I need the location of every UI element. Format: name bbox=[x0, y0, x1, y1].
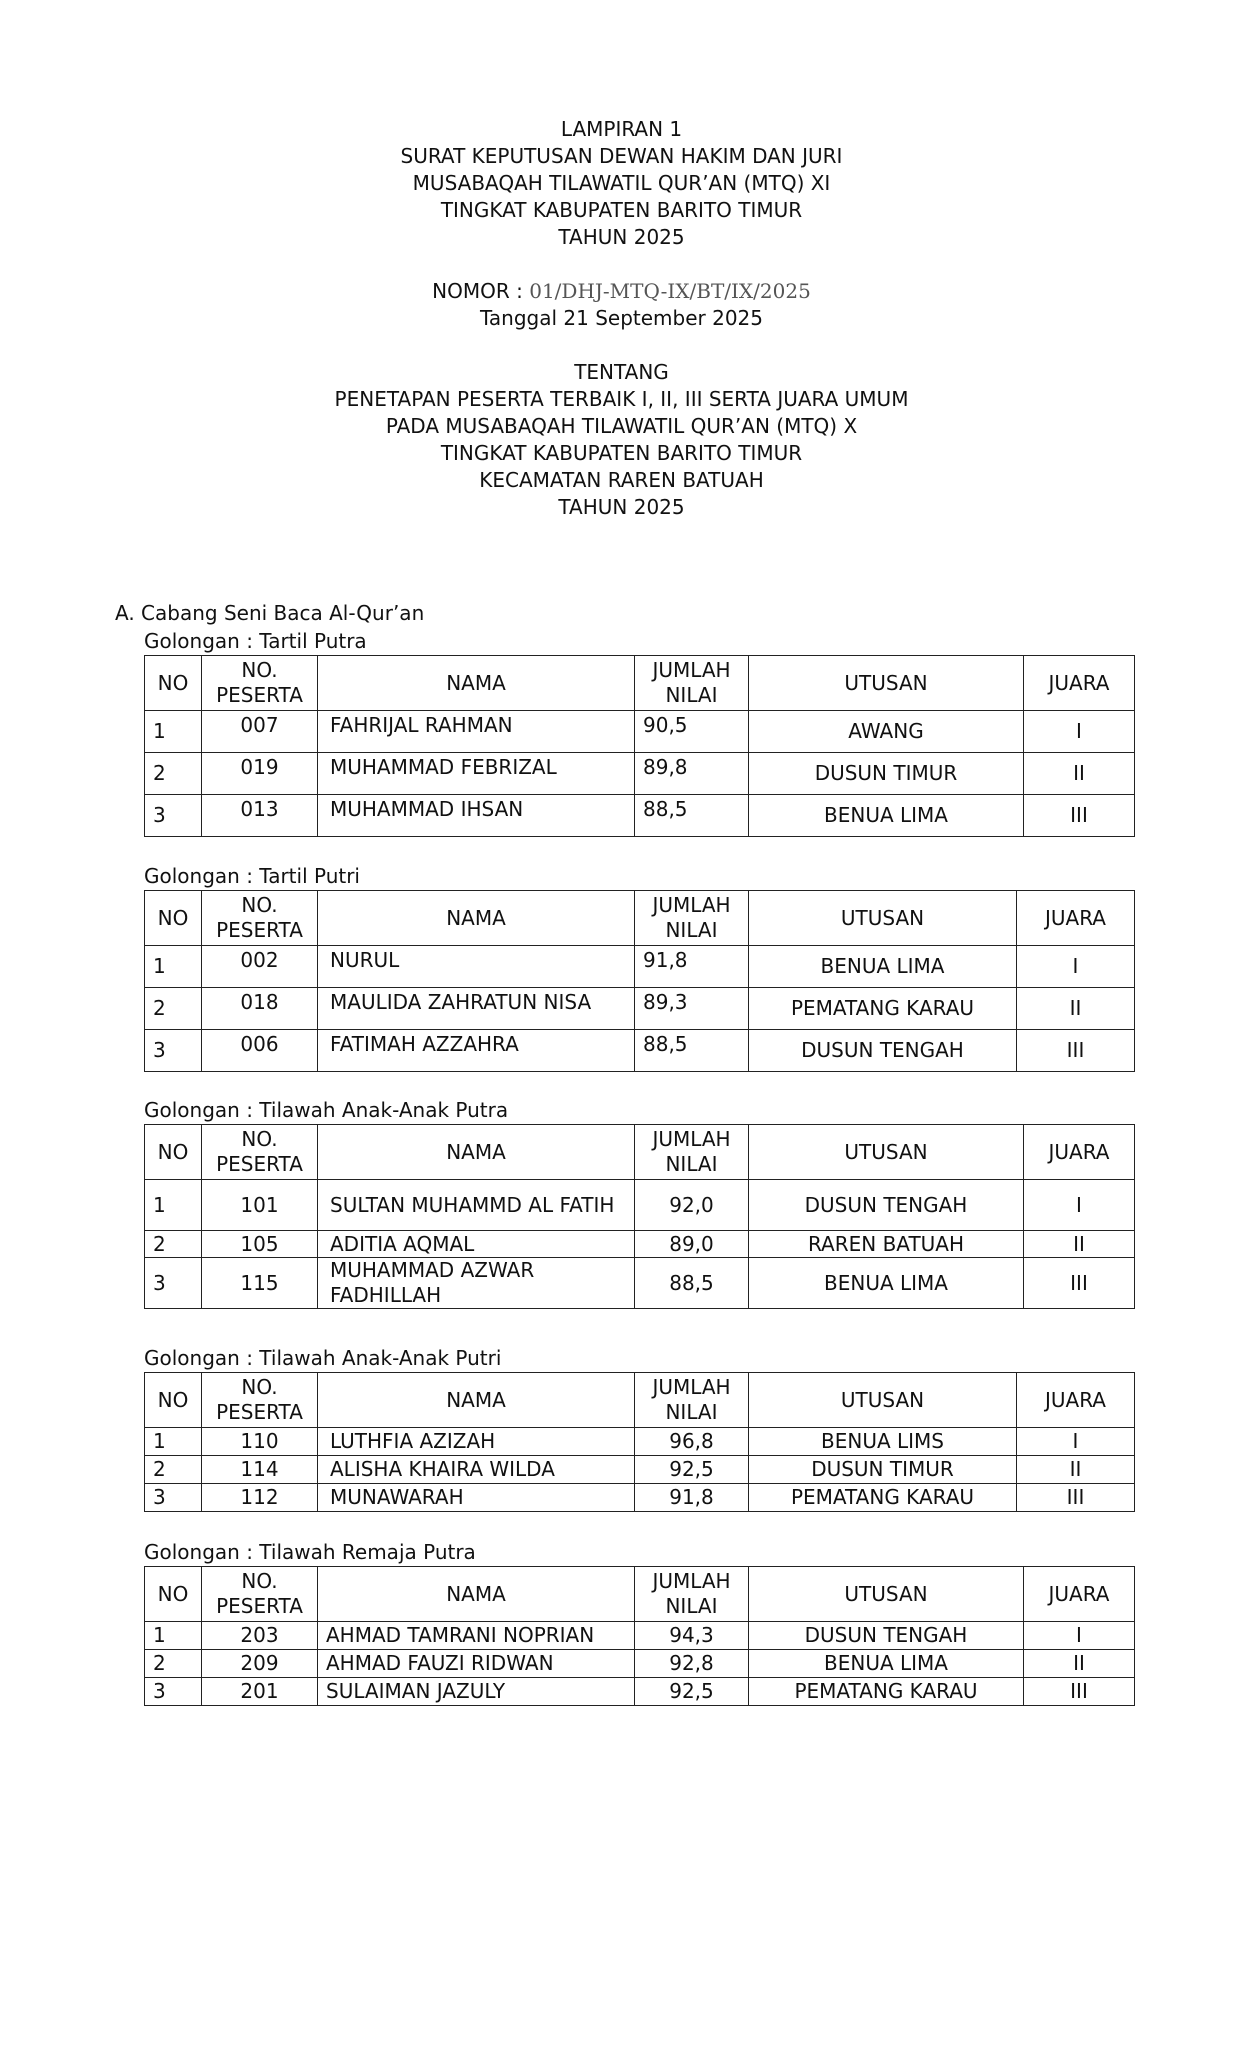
header-nama: NAMA bbox=[318, 1567, 635, 1622]
cell-utusan: DUSUN TENGAH bbox=[749, 1030, 1017, 1072]
table-row bbox=[145, 1030, 1135, 1072]
cell-utusan: DUSUN TENGAH bbox=[749, 1622, 1024, 1650]
cell-nilai: 88,5 bbox=[635, 795, 749, 837]
cell-nilai: 89,8 bbox=[635, 753, 749, 795]
cell-peserta: 209 bbox=[202, 1650, 318, 1678]
header-line: MUSABAQAH TILAWATIL QUR’AN (MTQ) XI bbox=[412, 171, 831, 195]
cell-juara: III bbox=[1017, 1030, 1135, 1072]
header-peserta: NO. PESERTA bbox=[202, 1125, 318, 1180]
header-line: PENETAPAN PESERTA TERBAIK I, II, III SERTA JUARA UMUM bbox=[334, 387, 909, 411]
cell-juara: I bbox=[1024, 1622, 1135, 1650]
cell-peserta: 114 bbox=[202, 1456, 318, 1484]
header-utusan: UTUSAN bbox=[749, 656, 1024, 711]
cell-no: 3 bbox=[145, 1484, 202, 1512]
group-label: Golongan : Tartil Putra bbox=[144, 629, 367, 653]
table-header-row bbox=[145, 1373, 1135, 1428]
cell-peserta: 019 bbox=[202, 753, 318, 795]
results-table bbox=[144, 1372, 1135, 1512]
header-no: NO bbox=[145, 656, 202, 711]
cell-nilai: 94,3 bbox=[635, 1622, 749, 1650]
cell-nilai: 92,0 bbox=[635, 1180, 749, 1231]
table-row bbox=[145, 946, 1135, 988]
cell-no: 2 bbox=[145, 988, 202, 1030]
cell-no: 1 bbox=[145, 1428, 202, 1456]
cell-nama: FATIMAH AZZAHRA bbox=[318, 1030, 635, 1072]
cell-no: 3 bbox=[145, 1258, 202, 1309]
header-juara: JUARA bbox=[1024, 656, 1135, 711]
cell-utusan: BENUA LIMS bbox=[749, 1428, 1017, 1456]
cell-juara: II bbox=[1017, 988, 1135, 1030]
cell-no: 1 bbox=[145, 1622, 202, 1650]
header-juara: JUARA bbox=[1024, 1125, 1135, 1180]
cell-no: 2 bbox=[145, 753, 202, 795]
table-row bbox=[145, 1456, 1135, 1484]
results-table bbox=[144, 1124, 1135, 1309]
cell-peserta: 201 bbox=[202, 1678, 318, 1706]
header-nama: NAMA bbox=[318, 656, 635, 711]
cell-peserta: 013 bbox=[202, 795, 318, 837]
cell-nama: MUHAMMAD IHSAN bbox=[318, 795, 635, 837]
table-row bbox=[145, 1258, 1135, 1309]
results-table bbox=[144, 655, 1135, 837]
table-header-row bbox=[145, 1567, 1135, 1622]
cell-utusan: BENUA LIMA bbox=[749, 795, 1024, 837]
table-row bbox=[145, 1428, 1135, 1456]
group-label: Golongan : Tilawah Remaja Putra bbox=[144, 1540, 476, 1564]
group-label: Golongan : Tilawah Anak-Anak Putra bbox=[144, 1098, 509, 1122]
header-utusan: UTUSAN bbox=[749, 1567, 1024, 1622]
cell-utusan: DUSUN TIMUR bbox=[749, 753, 1024, 795]
header-nilai: JUMLAH NILAI bbox=[635, 891, 749, 946]
cell-no: 1 bbox=[145, 1180, 202, 1231]
cell-nama: FAHRIJAL RAHMAN bbox=[318, 711, 635, 753]
table-row bbox=[145, 795, 1135, 837]
header-line: TAHUN 2025 bbox=[558, 495, 685, 519]
cell-juara: II bbox=[1017, 1456, 1135, 1484]
cell-nilai: 88,5 bbox=[635, 1258, 749, 1309]
cell-nilai: 90,5 bbox=[635, 711, 749, 753]
cell-no: 3 bbox=[145, 795, 202, 837]
cell-nilai: 92,5 bbox=[635, 1678, 749, 1706]
header-utusan: UTUSAN bbox=[749, 891, 1017, 946]
cell-nilai: 89,0 bbox=[635, 1231, 749, 1258]
header-peserta: NO. PESERTA bbox=[202, 891, 318, 946]
header-nama: NAMA bbox=[318, 1373, 635, 1428]
document-header bbox=[0, 116, 1243, 521]
cell-peserta: 203 bbox=[202, 1622, 318, 1650]
cell-juara: II bbox=[1024, 1650, 1135, 1678]
header-utusan: UTUSAN bbox=[749, 1125, 1024, 1180]
table-row bbox=[145, 1231, 1135, 1258]
cell-nilai: 96,8 bbox=[635, 1428, 749, 1456]
table-row bbox=[145, 753, 1135, 795]
cell-nilai: 91,8 bbox=[635, 946, 749, 988]
table-header-row bbox=[145, 1125, 1135, 1180]
cell-nama: MAULIDA ZAHRATUN NISA bbox=[318, 988, 635, 1030]
header-no: NO bbox=[145, 891, 202, 946]
table-header-row bbox=[145, 656, 1135, 711]
cell-utusan: PEMATANG KARAU bbox=[749, 988, 1017, 1030]
cell-nama: MUHAMMAD AZWAR FADHILLAH bbox=[318, 1258, 635, 1309]
cell-nama: LUTHFIA AZIZAH bbox=[318, 1428, 635, 1456]
section-title: A. Cabang Seni Baca Al-Qur’an bbox=[115, 601, 425, 625]
header-utusan: UTUSAN bbox=[749, 1373, 1017, 1428]
header-nilai: JUMLAH NILAI bbox=[635, 1567, 749, 1622]
cell-nama: ADITIA AQMAL bbox=[318, 1231, 635, 1258]
cell-nama: MUNAWARAH bbox=[318, 1484, 635, 1512]
table-row bbox=[145, 711, 1135, 753]
header-juara: JUARA bbox=[1017, 1373, 1135, 1428]
cell-nilai: 91,8 bbox=[635, 1484, 749, 1512]
cell-no: 2 bbox=[145, 1650, 202, 1678]
table-row bbox=[145, 1678, 1135, 1706]
group-label: Golongan : Tartil Putri bbox=[144, 864, 360, 888]
header-no: NO bbox=[145, 1373, 202, 1428]
cell-peserta: 105 bbox=[202, 1231, 318, 1258]
cell-utusan: DUSUN TENGAH bbox=[749, 1180, 1024, 1231]
cell-utusan: PEMATANG KARAU bbox=[749, 1484, 1017, 1512]
cell-peserta: 101 bbox=[202, 1180, 318, 1231]
cell-no: 2 bbox=[145, 1456, 202, 1484]
header-peserta: NO. PESERTA bbox=[202, 1567, 318, 1622]
results-table bbox=[144, 1566, 1135, 1706]
table-row bbox=[145, 1180, 1135, 1231]
cell-utusan: RAREN BATUAH bbox=[749, 1231, 1024, 1258]
cell-nama: AHMAD TAMRANI NOPRIAN bbox=[318, 1622, 635, 1650]
cell-peserta: 006 bbox=[202, 1030, 318, 1072]
cell-utusan: BENUA LIMA bbox=[749, 1650, 1024, 1678]
header-peserta: NO. PESERTA bbox=[202, 1373, 318, 1428]
cell-utusan: PEMATANG KARAU bbox=[749, 1678, 1024, 1706]
cell-peserta: 018 bbox=[202, 988, 318, 1030]
cell-no: 1 bbox=[145, 711, 202, 753]
cell-juara: I bbox=[1024, 1180, 1135, 1231]
header-no: NO bbox=[145, 1125, 202, 1180]
cell-juara: II bbox=[1024, 1231, 1135, 1258]
header-line: KECAMATAN RAREN BATUAH bbox=[479, 468, 764, 492]
cell-juara: III bbox=[1024, 795, 1135, 837]
nomor-value: 01/DHJ-MTQ-IX/BT/IX/2025 bbox=[529, 279, 811, 303]
cell-juara: I bbox=[1017, 946, 1135, 988]
group-label: Golongan : Tilawah Anak-Anak Putri bbox=[144, 1346, 502, 1370]
header-peserta: NO. PESERTA bbox=[202, 656, 318, 711]
cell-juara: III bbox=[1024, 1678, 1135, 1706]
cell-nama: SULTAN MUHAMMD AL FATIH bbox=[318, 1180, 635, 1231]
cell-juara: I bbox=[1024, 711, 1135, 753]
cell-no: 3 bbox=[145, 1678, 202, 1706]
cell-nama: NURUL bbox=[318, 946, 635, 988]
header-nilai: JUMLAH NILAI bbox=[635, 1373, 749, 1428]
cell-no: 1 bbox=[145, 946, 202, 988]
cell-utusan: BENUA LIMA bbox=[749, 946, 1017, 988]
header-nama: NAMA bbox=[318, 1125, 635, 1180]
header-nilai: JUMLAH NILAI bbox=[635, 1125, 749, 1180]
cell-nama: MUHAMMAD FEBRIZAL bbox=[318, 753, 635, 795]
cell-nama: SULAIMAN JAZULY bbox=[318, 1678, 635, 1706]
header-line: PADA MUSABAQAH TILAWATIL QUR’AN (MTQ) X bbox=[385, 414, 858, 438]
header-line: TAHUN 2025 bbox=[558, 225, 685, 249]
cell-nilai: 88,5 bbox=[635, 1030, 749, 1072]
cell-nilai: 92,5 bbox=[635, 1456, 749, 1484]
header-juara: JUARA bbox=[1017, 891, 1135, 946]
cell-utusan: BENUA LIMA bbox=[749, 1258, 1024, 1309]
results-table bbox=[144, 890, 1135, 1072]
cell-nama: AHMAD FAUZI RIDWAN bbox=[318, 1650, 635, 1678]
cell-juara: III bbox=[1017, 1484, 1135, 1512]
header-line: TENTANG bbox=[574, 360, 669, 384]
cell-peserta: 112 bbox=[202, 1484, 318, 1512]
cell-juara: III bbox=[1024, 1258, 1135, 1309]
table-header-row bbox=[145, 891, 1135, 946]
header-nilai: JUMLAH NILAI bbox=[635, 656, 749, 711]
cell-peserta: 115 bbox=[202, 1258, 318, 1309]
nomor-line bbox=[0, 278, 1243, 305]
table-row bbox=[145, 1650, 1135, 1678]
cell-no: 2 bbox=[145, 1231, 202, 1258]
cell-nama: ALISHA KHAIRA WILDA bbox=[318, 1456, 635, 1484]
cell-nilai: 92,8 bbox=[635, 1650, 749, 1678]
cell-juara: I bbox=[1017, 1428, 1135, 1456]
cell-no: 3 bbox=[145, 1030, 202, 1072]
table-row bbox=[145, 988, 1135, 1030]
cell-juara: II bbox=[1024, 753, 1135, 795]
header-line: TINGKAT KABUPATEN BARITO TIMUR bbox=[440, 198, 803, 222]
header-juara: JUARA bbox=[1024, 1567, 1135, 1622]
table-row bbox=[145, 1484, 1135, 1512]
cell-nilai: 89,3 bbox=[635, 988, 749, 1030]
nomor-label: NOMOR : bbox=[432, 279, 530, 303]
header-line: LAMPIRAN 1 bbox=[560, 117, 683, 141]
cell-peserta: 007 bbox=[202, 711, 318, 753]
header-line: SURAT KEPUTUSAN DEWAN HAKIM DAN JURI bbox=[400, 144, 843, 168]
tanggal-line: Tanggal 21 September 2025 bbox=[479, 306, 763, 330]
cell-utusan: DUSUN TIMUR bbox=[749, 1456, 1017, 1484]
header-no: NO bbox=[145, 1567, 202, 1622]
header-line: TINGKAT KABUPATEN BARITO TIMUR bbox=[440, 441, 803, 465]
table-row bbox=[145, 1622, 1135, 1650]
cell-utusan: AWANG bbox=[749, 711, 1024, 753]
header-nama: NAMA bbox=[318, 891, 635, 946]
cell-peserta: 002 bbox=[202, 946, 318, 988]
cell-peserta: 110 bbox=[202, 1428, 318, 1456]
